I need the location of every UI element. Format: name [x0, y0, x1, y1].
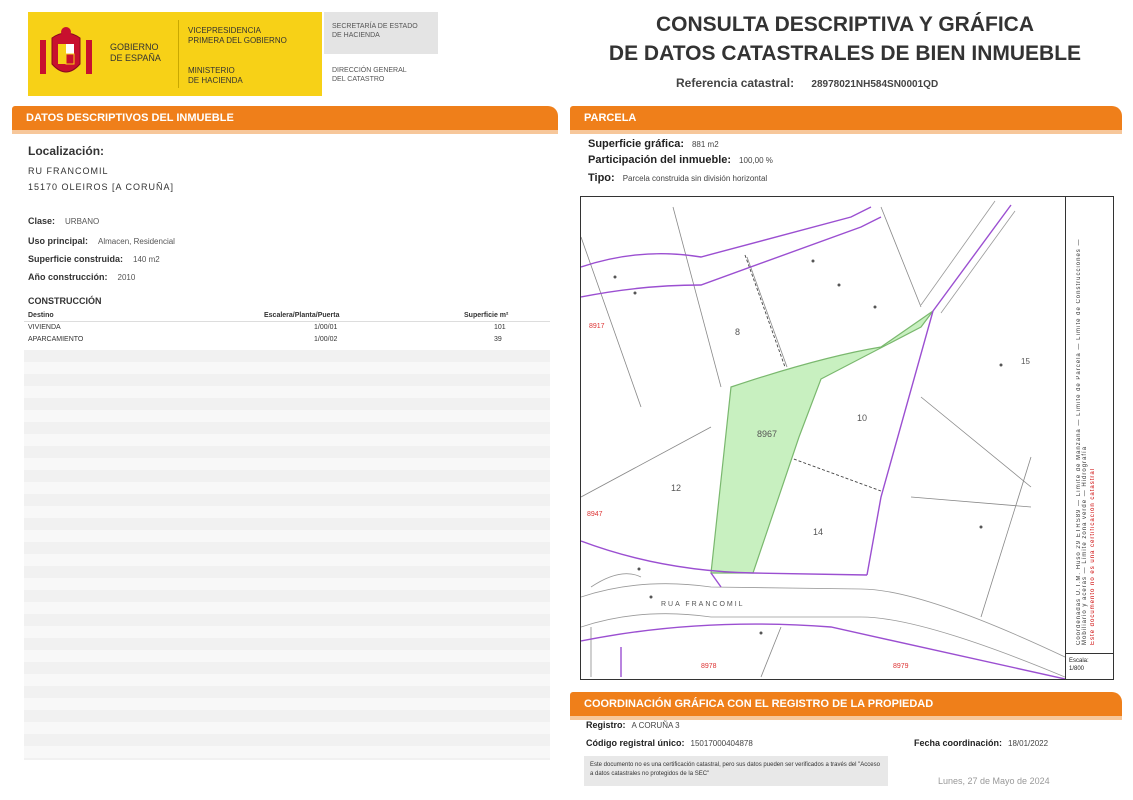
scale-box: Escala: 1/800	[1065, 653, 1113, 679]
section-bar-coordinacion: COORDINACIÓN GRÁFICA CON EL REGISTRO DE LA PROPIEDAD	[570, 692, 1122, 716]
table-row: VIVIENDA 1/00/01 101	[28, 324, 506, 331]
vicepresidencia-label: VICEPRESIDENCIA PRIMERA DEL GOBIERNO	[188, 26, 287, 45]
map-parcel-label: 8967	[757, 429, 778, 439]
codigo-registral-row: Código registral único: 15017000404878	[586, 738, 753, 748]
fecha-coordinacion-row: Fecha coordinación: 18/01/2022	[914, 738, 1049, 748]
map-red-label: 8978	[701, 663, 717, 670]
direccion-general-label: DIRECCIÓN GENERAL DEL CATASTRO	[332, 67, 407, 83]
address-line-1: RU FRANCOMIL	[28, 166, 109, 176]
superficie-construida-row: Superficie construida: 140 m2	[28, 254, 160, 264]
referencia-catastral	[676, 76, 938, 90]
empty-table-area	[24, 350, 550, 760]
document-title: CONSULTA DESCRIPTIVA Y GRÁFICA DE DATOS CATASTRALES DE BIEN INMUEBLE	[608, 13, 1082, 65]
map-red-label: 8979	[893, 663, 909, 670]
map-red-label: 8947	[587, 511, 603, 518]
cadastral-map[interactable]	[580, 196, 1114, 680]
map-parcel-label: 14	[813, 527, 824, 537]
map-red-label: 8917	[589, 323, 605, 330]
clase-row: Clase: URBANO	[28, 216, 100, 226]
registro-row: Registro: A CORUÑA 3	[586, 720, 680, 730]
table-row: APARCAMIENTO 1/00/02 39	[28, 336, 502, 343]
section-bar-shadow	[570, 130, 1122, 134]
uso-row: Uso principal: Almacen, Residencial	[28, 236, 175, 246]
participacion-row: Participación del inmueble: 100,00 %	[588, 154, 773, 166]
map-parcel-label: 12	[671, 483, 682, 493]
map-parcel-label: 15	[1021, 357, 1030, 366]
section-bar-parcela: PARCELA	[570, 106, 1122, 130]
ref-value: 28978021NH584SN0001QD	[811, 79, 939, 90]
anio-construccion-row: Año construcción: 2010	[28, 272, 136, 282]
ref-label: Referencia catastral:	[676, 76, 795, 90]
legend-text: Coordenadas U.T.M. Huso 29 ETRS89 — Límite de Manzana — Límite de Parcela — Límite de Construcciones — Mobiliario y aceras — Límite zona verde — Hidrografía	[1076, 238, 1088, 645]
datos-descriptivos-panel	[16, 132, 556, 762]
map-street-label: RUA FRANCOMIL	[661, 601, 745, 608]
section-bar-datos: DATOS DESCRIPTIVOS DEL INMUEBLE	[12, 106, 558, 130]
map-legend-strip	[1065, 197, 1113, 653]
map-parcel-label: 10	[857, 413, 868, 423]
map-parcel-label: 8	[735, 327, 741, 337]
construccion-title: CONSTRUCCIÓN	[28, 296, 102, 306]
superficie-grafica-row: Superficie gráfica: 881 m2	[588, 138, 719, 150]
government-logo-block	[28, 12, 322, 96]
construccion-table	[24, 310, 550, 346]
coat-of-arms-icon	[36, 24, 96, 84]
localizacion-label: Localización:	[28, 144, 105, 158]
table-header: Destino Escalera/Planta/Puerta Superficie m²	[24, 310, 550, 322]
address-line-2: 15170 OLEIROS [A CORUÑA]	[28, 182, 175, 192]
map-drawing	[581, 197, 1065, 679]
legend-warning-text: Este documento no es una certificación catastral	[1090, 467, 1096, 645]
logo-divider	[178, 20, 179, 88]
secretaria-label: SECRETARÍA DE ESTADO DE HACIENDA	[324, 12, 438, 54]
gov-name: GOBIERNO DE ESPAÑA	[110, 42, 161, 63]
document-date: Lunes, 27 de Mayo de 2024	[938, 776, 1050, 786]
disclaimer-note: Este documento no es una certificación catastral, pero sus datos pueden ser verificados a través del "Acceso a datos catastrales no protegidos de la SEC"	[584, 756, 888, 786]
tipo-row: Tipo: Parcela construida sin división horizontal	[588, 172, 768, 184]
ministerio-label: MINISTERIO DE HACIENDA	[188, 66, 243, 85]
